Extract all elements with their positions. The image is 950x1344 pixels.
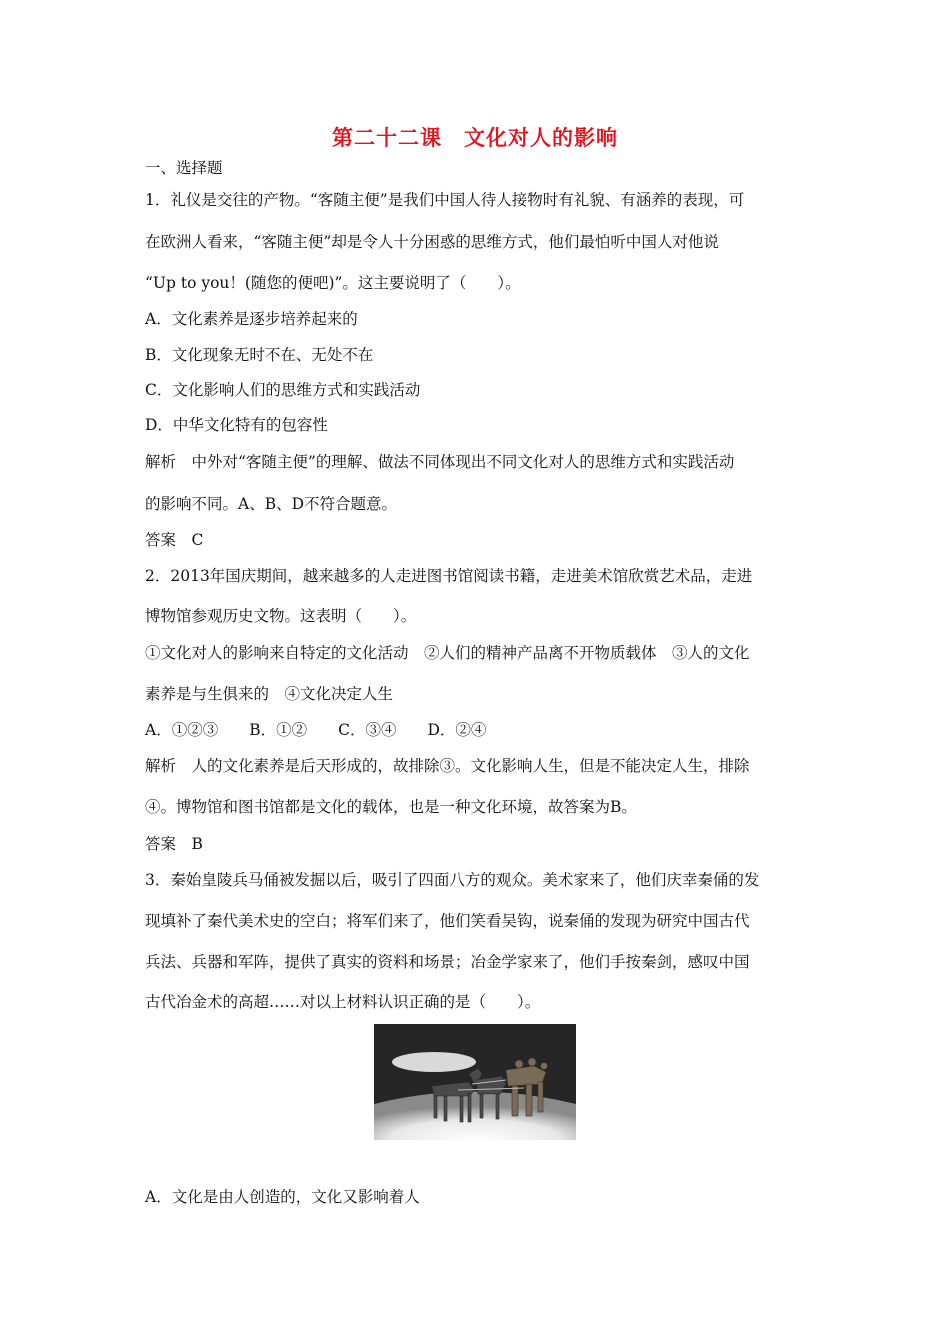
q1-option-c: C．文化影响人们的思维方式和实践活动 xyxy=(145,381,421,399)
q3-option-a: A．文化是由人创造的，文化又影响着人 xyxy=(145,1188,420,1206)
q2-answer: 答案 B xyxy=(145,835,203,853)
q1-option-d: D．中华文化特有的包容性 xyxy=(145,416,328,434)
q1-stem-line: “Up to you！(随您的便吧)”。这主要说明了（ ）。 xyxy=(145,274,521,292)
q3-stem-line: 古代冶金术的高超……对以上材料认识正确的是（ ）。 xyxy=(145,993,541,1011)
q1-stem-line: 1．礼仪是交往的产物。“客随主便”是我们中国人待人接物时有礼貌、有涵养的表现，可 xyxy=(145,191,745,209)
q2-stem-line: 2．2013年国庆期间，越来越多的人走进图书馆阅读书籍，走进美术馆欣赏艺术品，走进 xyxy=(145,567,753,585)
q2-statements-line: ①文化对人的影响来自特定的文化活动 ②人们的精神产品离不开物质载体 ③人的文化 xyxy=(145,644,750,662)
section-heading: 一、选择题 xyxy=(145,159,223,177)
q1-answer: 答案 C xyxy=(145,531,204,549)
q1-analysis-line: 的影响不同。A、B、D不符合题意。 xyxy=(145,495,398,513)
q3-stem-line: 现填补了秦代美术史的空白；将军们来了，他们笑看吴钩，说秦俑的发现为研究中国古代 xyxy=(145,912,750,930)
q2-options: A．①②③ B．①② C．③④ D．②④ xyxy=(145,721,487,739)
q1-option-b: B．文化现象无时不在、无处不在 xyxy=(145,346,374,364)
q2-statements-line: 素养是与生俱来的 ④文化决定人生 xyxy=(145,685,394,703)
q1-stem-line: 在欧洲人看来，“客随主便”却是令人十分困惑的思维方式，他们最怕听中国人对他说 xyxy=(145,233,719,251)
q3-stem-line: 兵法、兵器和军阵，提供了真实的资料和场景；冶金学家来了，他们手按秦剑，感叹中国 xyxy=(145,953,750,971)
q3-stem-line: 3．秦始皇陵兵马俑被发掘以后，吸引了四面八方的观众。美术家来了，他们庆幸秦俑的发 xyxy=(145,871,760,889)
page-title: 第二十二课 文化对人的影响 xyxy=(332,126,618,150)
q2-stem-line: 博物馆参观历史文物。这表明（ ）。 xyxy=(145,607,417,625)
q1-analysis-line: 解析 中外对“客随主便”的理解、做法不同体现出不同文化对人的思维方式和实践活动 xyxy=(145,453,735,471)
q2-analysis-line: 解析 人的文化素养是后天形成的，故排除③。文化影响人生，但是不能决定人生，排除 xyxy=(145,757,750,775)
q2-analysis-line: ④。博物馆和图书馆都是文化的载体，也是一种文化环境，故答案为B。 xyxy=(145,798,637,816)
terracotta-warriors-photo xyxy=(374,1024,576,1140)
q1-option-a: A．文化素养是逐步培养起来的 xyxy=(145,310,358,328)
